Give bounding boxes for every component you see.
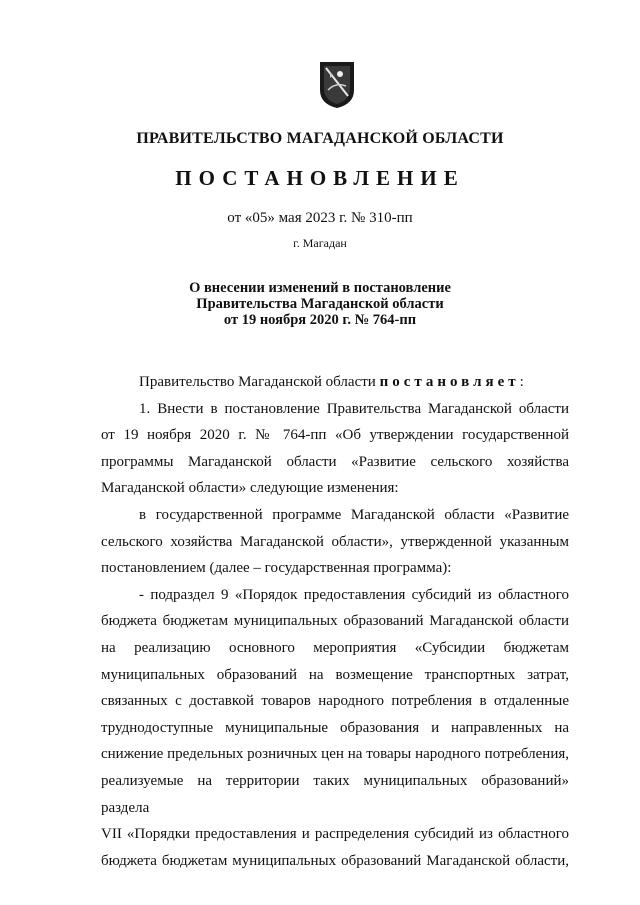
body-line: - подраздел 9 «Порядок предоставления субсидий из областного [139,586,569,603]
body-line: труднодоступные муниципальные образования и направленных на [101,719,569,736]
body-line: снижение предельных розничных цен на товары народного потребления, [101,746,569,763]
body-line: VII «Порядки предоставления и распределения субсидий из областного [101,826,569,843]
body-line: бюджета бюджетам муниципальных образований Магаданской области [101,613,569,630]
subject-line: О внесении изменений в постановление [189,280,451,296]
body-line: сельского хозяйства Магаданской области», утвержденной указанным [101,533,569,550]
intro-keyword: постановляет [379,374,520,390]
subject-line: Правительства Магаданской области [196,296,444,312]
document-city: г. Магадан [293,236,347,250]
intro-paragraph [101,369,569,396]
body-line: от 19 ноября 2020 г. № 764-пп «Об утверждении государственной [101,427,569,444]
body-line: в государственной программе Магаданской области «Развитие [139,506,569,523]
body-line: муниципальных образований на возмещение транспортных затрат, [101,666,569,683]
body-line: бюджета бюджетам муниципальных образований Магаданской области, [101,852,569,869]
body-line: реализуемые на территории таких муниципальных образований» раздела [101,772,569,816]
document-body [101,369,569,874]
subject-line: от 19 ноября 2020 г. № 764-пп [223,312,417,328]
body-line: Магаданской области» следующие изменения: [101,480,399,497]
body-line: программы Магаданской области «Развитие сельского хозяйства [101,453,569,470]
document-type: ПОСТАНОВЛЕНИЕ [175,166,465,190]
document-date-number: от «05» мая 2023 г. № 310-пп [227,210,413,226]
intro-colon: : [519,374,524,390]
body-line: постановлением (далее – государственная программа): [101,560,452,577]
coat-of-arms-icon [318,60,356,110]
organization-name: ПРАВИТЕЛЬСТВО МАГАДАНСКОЙ ОБЛАСТИ [136,130,504,147]
document-subject [0,280,640,328]
body-line: связанных с доставкой товаров народного потребления в отдаленные [101,693,569,710]
body-line: на реализацию основного мероприятия «Субсидии бюджетам [101,639,569,656]
body-line: 1. Внести в постановление Правительства Магаданской области [139,400,569,417]
intro-text: Правительство Магаданской области [139,374,380,390]
